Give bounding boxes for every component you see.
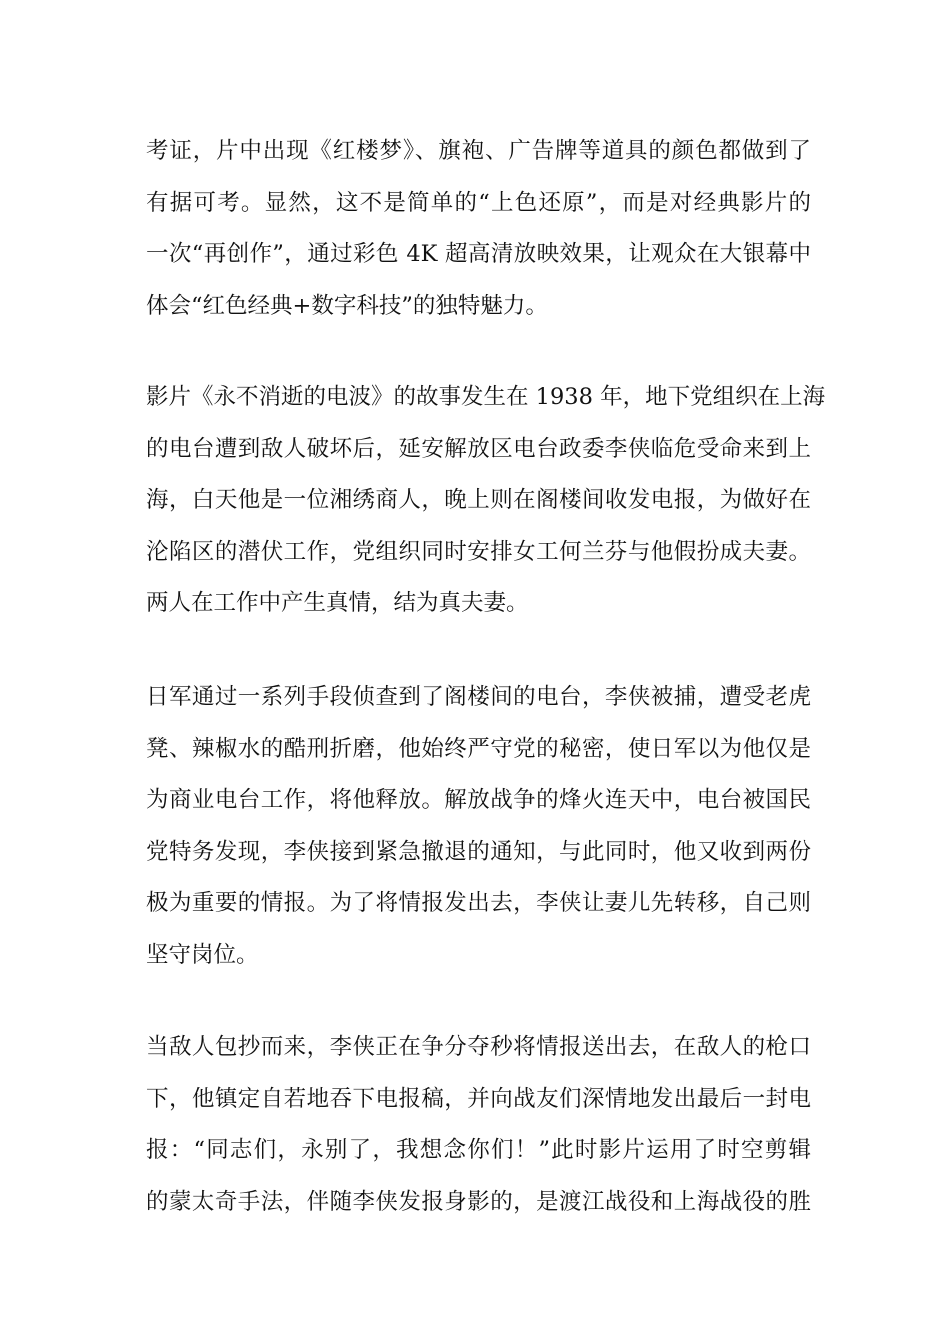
- paragraph-3: [146, 672, 811, 981]
- text-line: 体会“红色经典+数字科技”的独特魅力。: [146, 292, 548, 319]
- text-line: 影片《永不消逝的电波》的故事发生在 1938 年，地下党组织在上海: [146, 384, 826, 410]
- text-line: 沦陷区的潜伏工作，党组织同时安排女工何兰芬与他假扮成夫妻。: [146, 538, 811, 565]
- paragraph-2: [146, 372, 826, 630]
- text-line: 两人在工作中产生真情，结为真夫妻。: [146, 590, 529, 616]
- text-line: 海，白天他是一位湘绣商人，晚上则在阁楼间收发电报，为做好在: [146, 487, 811, 513]
- text-line: 极为重要的情报。为了将情报发出去，李侠让妻儿先转移，自己则: [146, 890, 811, 916]
- paragraph-4: [146, 1022, 811, 1228]
- text-line: 考证，片中出现《红楼梦》、旗袍、广告牌等道具的颜色都做到了: [146, 138, 811, 164]
- text-line: 党特务发现，李侠接到紧急撤退的通知，与此同时，他又收到两份: [146, 838, 811, 865]
- text-line: 日军通过一系列手段侦查到了阁楼间的电台，李侠被捕，遭受老虎: [146, 684, 811, 710]
- text-line: 为商业电台工作，将他释放。解放战争的烽火连天中，电台被国民: [146, 787, 811, 813]
- text-line: 当敌人包抄而来，李侠正在争分夺秒将情报送出去，在敌人的枪口: [146, 1034, 811, 1060]
- text-line: 下，他镇定自若地吞下电报稿，并向战友们深情地发出最后一封电: [146, 1085, 811, 1112]
- text-line: 报：“同志们，永别了，我想念你们！”此时影片运用了时空剪辑: [146, 1137, 811, 1163]
- text-line: 的电台遭到敌人破坏后，延安解放区电台政委李侠临危受命来到上: [146, 435, 811, 462]
- text-line: 凳、辣椒水的酷刑折磨，他始终严守党的秘密，使日军以为他仅是: [146, 735, 811, 762]
- text-line: 的蒙太奇手法，伴随李侠发报身影的，是渡江战役和上海战役的胜: [146, 1188, 811, 1215]
- paragraph-1: [146, 126, 811, 332]
- text-line: 一次“再创作”，通过彩色 4K 超高清放映效果，让观众在大银幕中: [146, 241, 811, 267]
- text-line: 有据可考。显然，这不是简单的“上色还原”，而是对经典影片的: [146, 189, 811, 216]
- text-line: 坚守岗位。: [146, 941, 259, 968]
